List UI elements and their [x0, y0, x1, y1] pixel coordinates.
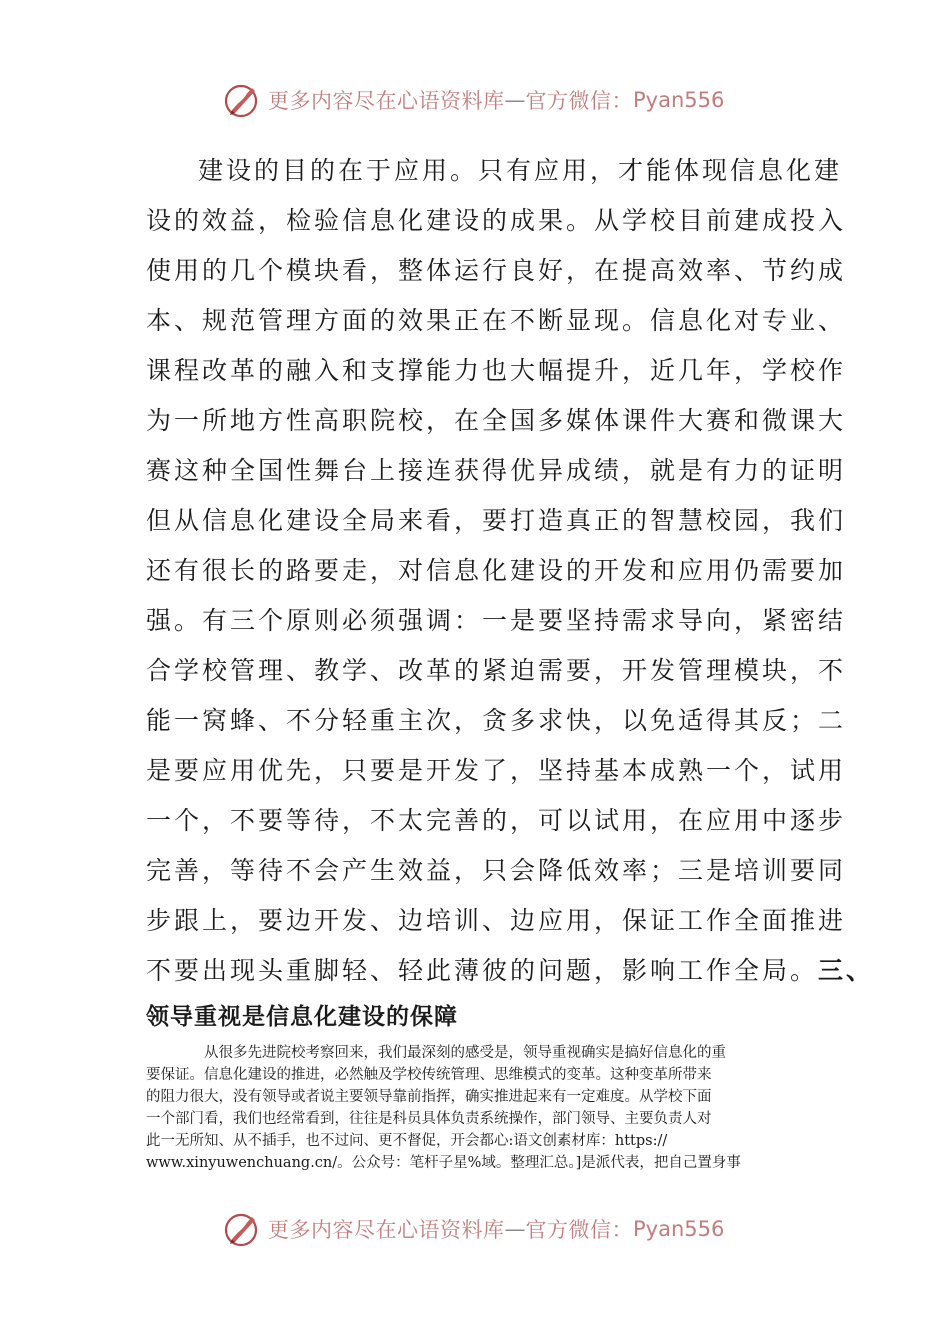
body-line: 还有很长的路要走，对信息化建设的开发和应用仍需要加	[146, 556, 847, 585]
body-line: 能一窝蜂、不分轻重主次，贪多求快，以免适得其反；二	[146, 706, 847, 735]
small-line: 从很多先进院校考察回来，我们最深刻的感受是，领导重视确实是搞好信息化的重	[204, 1045, 726, 1061]
body-line: 但从信息化建设全局来看，要打造真正的智慧校园，我们	[146, 506, 847, 535]
body-line-text: 不要出现头重脚轻、轻此薄彼的问题，影响工作全局。	[146, 956, 819, 985]
body-line: 是要应用优先，只要是开发了，坚持基本成熟一个，试用	[146, 756, 847, 785]
small-line: 要保证。信息化建设的推进，必然触及学校传统管理、思维模式的变革。这种变革所带来	[146, 1067, 712, 1083]
body-line: 强。有三个原则必须强调：一是要坚持需求导向，紧密结	[146, 606, 847, 635]
banner-title: 更多内容尽在心语资料库	[268, 89, 505, 113]
body-line: 赛这种全国性舞台上接连获得优异成绩，就是有力的证明	[146, 456, 847, 485]
banner-label: 官方微信：	[525, 1218, 633, 1242]
banner-separator: —	[504, 1217, 526, 1241]
main-paragraph	[146, 146, 875, 996]
body-line: 设的效益，检验信息化建设的成果。从学校目前建成投入	[146, 206, 847, 235]
small-line: 一个部门看，我们也经常看到，往往是科员具体负责系统操作，部门领导、主要负责人对	[146, 1111, 712, 1127]
body-line: 课程改革的融入和支撑能力也大幅提升，近几年，学校作	[146, 356, 847, 385]
body-line: 合学校管理、教学、改革的紧迫需要，开发管理模块，不	[146, 656, 847, 685]
body-line: 一个，不要等待，不太完善的，可以试用，在应用中逐步	[146, 806, 847, 835]
banner-label: 官方微信：	[525, 89, 633, 113]
body-line: 本、规范管理方面的效果正在不断显现。信息化对专业、	[146, 306, 847, 335]
body-line-last	[146, 946, 875, 996]
banner-wechat-id: Pyan556	[633, 88, 725, 112]
pen-logo-icon	[222, 80, 262, 120]
body-line: 步跟上，要边开发、边培训、边应用，保证工作全面推进	[146, 906, 847, 935]
small-line: www.xinyuwenchuang.cn/。公众号：笔杆子星%域。整理汇总。]是派代表，把自己置身事	[146, 1155, 741, 1171]
section-heading: 领导重视是信息化建设的保障	[146, 1004, 458, 1030]
header-banner	[222, 80, 742, 120]
small-paragraph	[146, 1042, 810, 1174]
banner-separator: —	[504, 88, 526, 112]
banner-title: 更多内容尽在心语资料库	[268, 1218, 505, 1242]
small-line: 的阻力很大，没有领导或者说主要领导靠前指挥，确实推进起来有一定难度。从学校下面	[146, 1089, 712, 1105]
pen-logo-icon	[222, 1209, 262, 1249]
body-line: 使用的几个模块看，整体运行良好，在提高效率、节约成	[146, 256, 847, 285]
banner-wechat-id: Pyan556	[633, 1217, 725, 1241]
footer-banner	[222, 1209, 742, 1249]
section-number: 三、	[818, 956, 875, 985]
small-line: 此一无所知、从不插手，也不过问、更不督促，开会都心:语文创素材库：https://	[146, 1133, 668, 1149]
body-line: 为一所地方性高职院校，在全国多媒体课件大赛和微课大	[146, 406, 847, 435]
body-line: 建设的目的在于应用。只有应用，才能体现信息化建	[198, 156, 843, 185]
body-line: 完善，等待不会产生效益，只会降低效率；三是培训要同	[146, 856, 847, 885]
